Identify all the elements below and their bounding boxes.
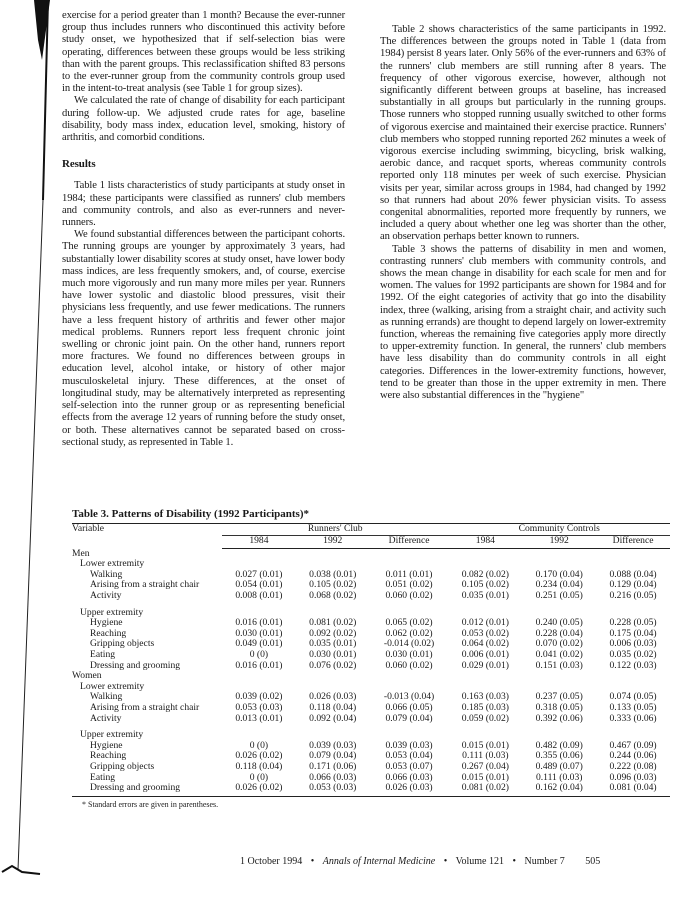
body-paragraph: exercise for a period greater than 1 month? Because the ever-runner group thus includes runners who discontinued this activity before study onset, we hypothesized that if self-selection bias were operating, differences between these groups would be less striking than with the parent groups. This reclassification shifted 83 persons to the ever-runner group from the community controls group used in the intent-to-treat analysis (see Table 1 for group sizes). — [62, 10, 345, 95]
table-cell: 0.081 (0.02) — [448, 783, 522, 796]
table-cell: 0.082 (0.02) — [461, 568, 509, 580]
table-cell: 0.053 (0.07) — [385, 760, 433, 772]
table-cell: 0.151 (0.03) — [535, 659, 583, 671]
table-cell — [296, 671, 370, 682]
table-cell: 0.015 (0.01) — [461, 771, 509, 783]
body-paragraph: Table 2 shows characteristics of the same participants in 1992. The differences between the groups noted in Table 1 (data from 1984) persist 8 years later. Only 56% of the ever-runners and 63% of the runners' club members are still running after 8 years. The frequency of other vigorous exercise, however, although not significantly different between groups at baseline, has increased substantially in all groups but particularly in the running groups. Those runners who stopped running usually switched to other forms of vigorous exercise and maintained their exercise practice. Runners' club members who stopped running reported 262 minutes a week of vigorous exercise including swimming, bicycling, brisk walking, aerobic dance, and racquet sports, whereas community controls reported only 118 minutes per week of such exercise. Physician visits per year, similar across groups in 1984, had changed by 1992 so that runners had about 20% fewer physician visits. To assess congenital abnormalities, reported more frequently by runners, we included a query about whether one leg was shorter than the other, an observation perhaps better known to runners. — [380, 24, 666, 243]
table-cell: 0.228 (0.04) — [535, 627, 583, 639]
table-cell: 0.111 (0.03) — [535, 771, 583, 783]
issue-number: Number 7 — [524, 856, 565, 867]
separator-bullet: • — [443, 856, 448, 867]
table-cell: 0.482 (0.09) — [535, 739, 583, 751]
table-cell: 0.079 (0.04) — [309, 750, 357, 762]
table-row — [72, 783, 670, 796]
table-cell — [596, 549, 670, 560]
table-cell — [222, 549, 296, 560]
table-cell: 0.175 (0.04) — [609, 627, 657, 639]
table-cell: 0.029 (0.01) — [461, 659, 509, 671]
row-label: Arising from a straight chair — [90, 579, 200, 591]
row-label: Arising from a straight chair — [90, 702, 200, 713]
table-cell: 0.185 (0.03) — [461, 702, 509, 713]
volume: Volume 121 — [455, 856, 504, 867]
table-cell: 0.074 (0.05) — [609, 691, 657, 703]
group-header-runners: Runners' Club — [222, 524, 448, 535]
table-cell: 0.006 (0.01) — [461, 649, 509, 661]
row-label: Upper extremity — [80, 729, 144, 741]
table-cell: 0.026 (0.03) — [370, 783, 449, 796]
table-cell: 0.030 (0.01) — [235, 627, 283, 639]
table-row — [72, 762, 670, 773]
table-title: Table 3. Patterns of Disability (1992 Participants)* — [72, 508, 670, 524]
page-footer — [240, 856, 660, 867]
left-text-column — [62, 10, 345, 449]
row-label: Upper extremity — [80, 606, 144, 618]
table-cell: 0.467 (0.09) — [609, 739, 657, 751]
table-cell: 0.096 (0.03) — [609, 771, 657, 783]
row-label: Gripping objects — [90, 638, 155, 650]
table-cell: 0.054 (0.01) — [235, 579, 283, 591]
table-cell: 0.053 (0.02) — [461, 627, 509, 639]
table-cell: 0.015 (0.01) — [461, 739, 509, 751]
row-label: Walking — [90, 568, 123, 580]
row-label: Women — [72, 670, 102, 682]
row-label: Gripping objects — [90, 760, 155, 772]
table-cell: 0.026 (0.02) — [235, 750, 283, 762]
table-cell: 0.318 (0.05) — [535, 702, 583, 713]
table-cell: 0.039 (0.02) — [235, 691, 283, 703]
table-cell: 0.076 (0.02) — [309, 659, 357, 671]
table-cell: 0.170 (0.04) — [535, 568, 583, 580]
table-footnote: * Standard errors are given in parentheses. — [82, 799, 219, 809]
table-cell: 0.060 (0.02) — [385, 590, 433, 602]
row-label: Hygiene — [90, 617, 123, 629]
table-cell: 0.016 (0.01) — [235, 659, 283, 671]
table-cell: 0.035 (0.02) — [609, 649, 657, 661]
table-cell: 0.051 (0.02) — [385, 579, 433, 591]
table-cell: 0.234 (0.04) — [535, 579, 583, 591]
table-cell: 0.216 (0.05) — [609, 590, 657, 602]
row-label: Reaching — [90, 750, 127, 762]
table-cell: 0.133 (0.05) — [609, 702, 657, 713]
table-cell: 0.038 (0.01) — [309, 568, 357, 580]
table-cell: 0.129 (0.04) — [609, 579, 657, 591]
right-text-column — [380, 24, 666, 402]
table-cell: 0.059 (0.02) — [461, 712, 509, 724]
table-cell — [370, 671, 449, 682]
table-cell: 0.035 (0.01) — [309, 638, 357, 650]
table-cell: 0.105 (0.02) — [309, 579, 357, 591]
table-cell: -0.014 (0.02) — [383, 638, 435, 650]
table-row — [72, 671, 670, 682]
table-cell — [522, 671, 596, 682]
table-cell: 0.013 (0.01) — [235, 712, 283, 724]
table-cell: 0.062 (0.02) — [385, 627, 433, 639]
table-cell: 0.251 (0.05) — [535, 590, 583, 602]
table-cell: 0.026 (0.02) — [222, 783, 296, 796]
section-heading-results: Results — [62, 158, 96, 171]
table-cell: 0.016 (0.01) — [235, 617, 283, 629]
table-cell: 0.392 (0.06) — [535, 712, 583, 724]
row-label: Activity — [90, 590, 122, 602]
table-cell: 0.008 (0.01) — [235, 590, 283, 602]
table-row — [72, 549, 670, 560]
table-cell: 0.222 (0.08) — [609, 760, 657, 772]
table-cell — [596, 671, 670, 682]
table-cell: 0.333 (0.06) — [609, 712, 657, 724]
table-row — [72, 591, 670, 602]
table-cell: 0.088 (0.04) — [609, 568, 657, 580]
table-cell: 0.026 (0.03) — [309, 691, 357, 703]
table-cell: 0.118 (0.04) — [309, 702, 357, 713]
table-cell — [448, 549, 522, 560]
row-label: Activity — [90, 712, 122, 724]
table-cell: 0.228 (0.05) — [609, 617, 657, 629]
column-header: 1992 — [522, 535, 596, 549]
table-cell: 0.039 (0.03) — [385, 739, 433, 751]
table-cell: 0.066 (0.03) — [385, 771, 433, 783]
table-cell: 0.066 (0.05) — [385, 702, 433, 713]
row-label: Reaching — [90, 627, 127, 639]
table-cell: 0.030 (0.01) — [309, 649, 357, 661]
table-cell: 0.064 (0.02) — [461, 638, 509, 650]
table-cell: 0.041 (0.02) — [535, 649, 583, 661]
table-cell: 0.081 (0.04) — [596, 783, 670, 796]
table-cell: 0.240 (0.05) — [535, 617, 583, 629]
table-cell: 0.012 (0.01) — [461, 617, 509, 629]
column-header: Difference — [370, 535, 449, 549]
table-cell: 0.066 (0.03) — [309, 771, 357, 783]
table-cell: 0.039 (0.03) — [309, 739, 357, 751]
row-label: Dressing and grooming — [72, 783, 222, 796]
row-label: Lower extremity — [80, 558, 145, 570]
table-cell: 0.068 (0.02) — [309, 590, 357, 602]
column-header: 1984 — [222, 535, 296, 549]
table-cell: 0.267 (0.04) — [461, 760, 509, 772]
table-cell: 0.105 (0.02) — [461, 579, 509, 591]
table-cell: 0 (0) — [249, 771, 269, 783]
row-label: Eating — [90, 771, 116, 783]
table-cell — [522, 549, 596, 560]
table-cell: 0.079 (0.04) — [385, 712, 433, 724]
table-cell: 0.030 (0.01) — [385, 649, 433, 661]
table-cell — [222, 671, 296, 682]
row-label: Eating — [90, 649, 116, 661]
table-cell: 0.070 (0.02) — [535, 638, 583, 650]
row-label: Lower extremity — [80, 680, 145, 692]
table-row — [72, 714, 670, 725]
body-paragraph: Table 1 lists characteristics of study participants at study onset in 1984; these participants were classified as runners' club members and community controls, and also as ever-runners and never-runners. — [62, 180, 345, 229]
table-cell — [448, 671, 522, 682]
table-cell: 0.035 (0.01) — [461, 590, 509, 602]
row-label: Men — [72, 547, 90, 559]
table-cell: 0.027 (0.01) — [235, 568, 283, 580]
table-3 — [72, 508, 670, 809]
table-cell: 0.092 (0.02) — [309, 627, 357, 639]
row-label: Hygiene — [90, 739, 123, 751]
separator-bullet: • — [310, 856, 315, 867]
scan-edge-artifact — [0, 0, 60, 900]
table-cell: 0.049 (0.01) — [235, 638, 283, 650]
table-cell: 0.011 (0.01) — [385, 568, 433, 580]
table-cell: 0.355 (0.06) — [535, 750, 583, 762]
column-header: 1984 — [448, 535, 522, 549]
body-paragraph: Table 3 shows the patterns of disability in men and women, contrasting runners' club members with community controls, and shows the mean change in disability for each scale for men and for women. The values for 1992 participants are shown for 1984 and for 1992. Of the eight categories of activity that go into the disability index, three (walking, arising from a straight chair, and activity such as running errands) are thought to depend largely on lower-extremity function, whereas the remaining five categories apply more directly to upper-extremity function. In general, the runners' club members have less disability than do community controls in all eight categories. Differences in the lower-extremity functions, however, tend to be greater than those in the upper extremity in men. There were also substantial differences in the "hygiene" — [380, 243, 666, 402]
table-cell: 0.163 (0.03) — [461, 691, 509, 703]
table-cell: -0.013 (0.04) — [383, 691, 435, 703]
separator-bullet: • — [512, 856, 517, 867]
journal-name: Annals of Internal Medicine — [322, 856, 436, 867]
table-cell: 0.244 (0.06) — [609, 750, 657, 762]
row-label: Walking — [90, 691, 123, 703]
table-cell: 0.053 (0.04) — [385, 750, 433, 762]
table-cell: 0.053 (0.03) — [235, 702, 283, 713]
table-cell: 0 (0) — [249, 649, 269, 661]
table-cell: 0.122 (0.03) — [609, 659, 657, 671]
issue-date: 1 October 1994 — [240, 856, 303, 867]
table-cell: 0.118 (0.04) — [235, 760, 283, 772]
table-cell: 0.171 (0.06) — [309, 760, 357, 772]
page-number: 505 — [585, 856, 601, 867]
table-cell: 0.060 (0.02) — [385, 659, 433, 671]
table-cell: 0.237 (0.05) — [535, 691, 583, 703]
table-cell: 0.006 (0.03) — [609, 638, 657, 650]
column-header: Difference — [596, 535, 670, 549]
table-cell: 0 (0) — [249, 739, 269, 751]
table-cell: 0.092 (0.04) — [309, 712, 357, 724]
table-cell — [296, 549, 370, 560]
table-cell: 0.081 (0.02) — [309, 617, 357, 629]
table-cell: 0.162 (0.04) — [522, 783, 596, 796]
disability-table — [72, 524, 670, 797]
group-header-controls: Community Controls — [448, 524, 670, 535]
table-row — [72, 703, 670, 714]
table-cell: 0.053 (0.03) — [296, 783, 370, 796]
column-header: 1992 — [296, 535, 370, 549]
row-label: Dressing and grooming — [90, 659, 181, 671]
table-row — [72, 661, 670, 672]
body-paragraph: We calculated the rate of change of disability for each participant during follow-up. We adjusted crude rates for age, baseline disability, body mass index, education level, smoking, history of arthritis, and comorbid conditions. — [62, 95, 345, 144]
table-cell: 0.489 (0.07) — [535, 760, 583, 772]
table-cell: 0.111 (0.03) — [462, 750, 509, 762]
body-paragraph: We found substantial differences between the participant cohorts. The running groups are younger by approximately 3 years, had substantially lower disability scores at study onset, have lower body mass indices, are less frequently smokers, and, of course, exercise much more vigorously and run many more miles per year. Runners have lower systolic and diastolic blood pressures, visit their physicians less frequently, and use fewer medications. The runners have a less frequent history of arthritis and fewer other major medical problems. Runners report less frequent chronic joint swelling or chronic joint pain. On the other hand, runners report more fractures. We found no differences between groups in education level, alcohol intake, or history of other major musculoskeletal injury. These differences, at the onset of longitudinal study, may be alternatively interpreted as representing self-selection into the runner group or as representing beneficial effects from the average 12 years of running before the study onset, or both. These alternatives cannot be separated based on cross-sectional study, as represented in Table 1. — [62, 229, 345, 448]
table-cell: 0.065 (0.02) — [385, 617, 433, 629]
table-cell — [370, 549, 449, 560]
variable-header: Variable — [72, 523, 104, 534]
